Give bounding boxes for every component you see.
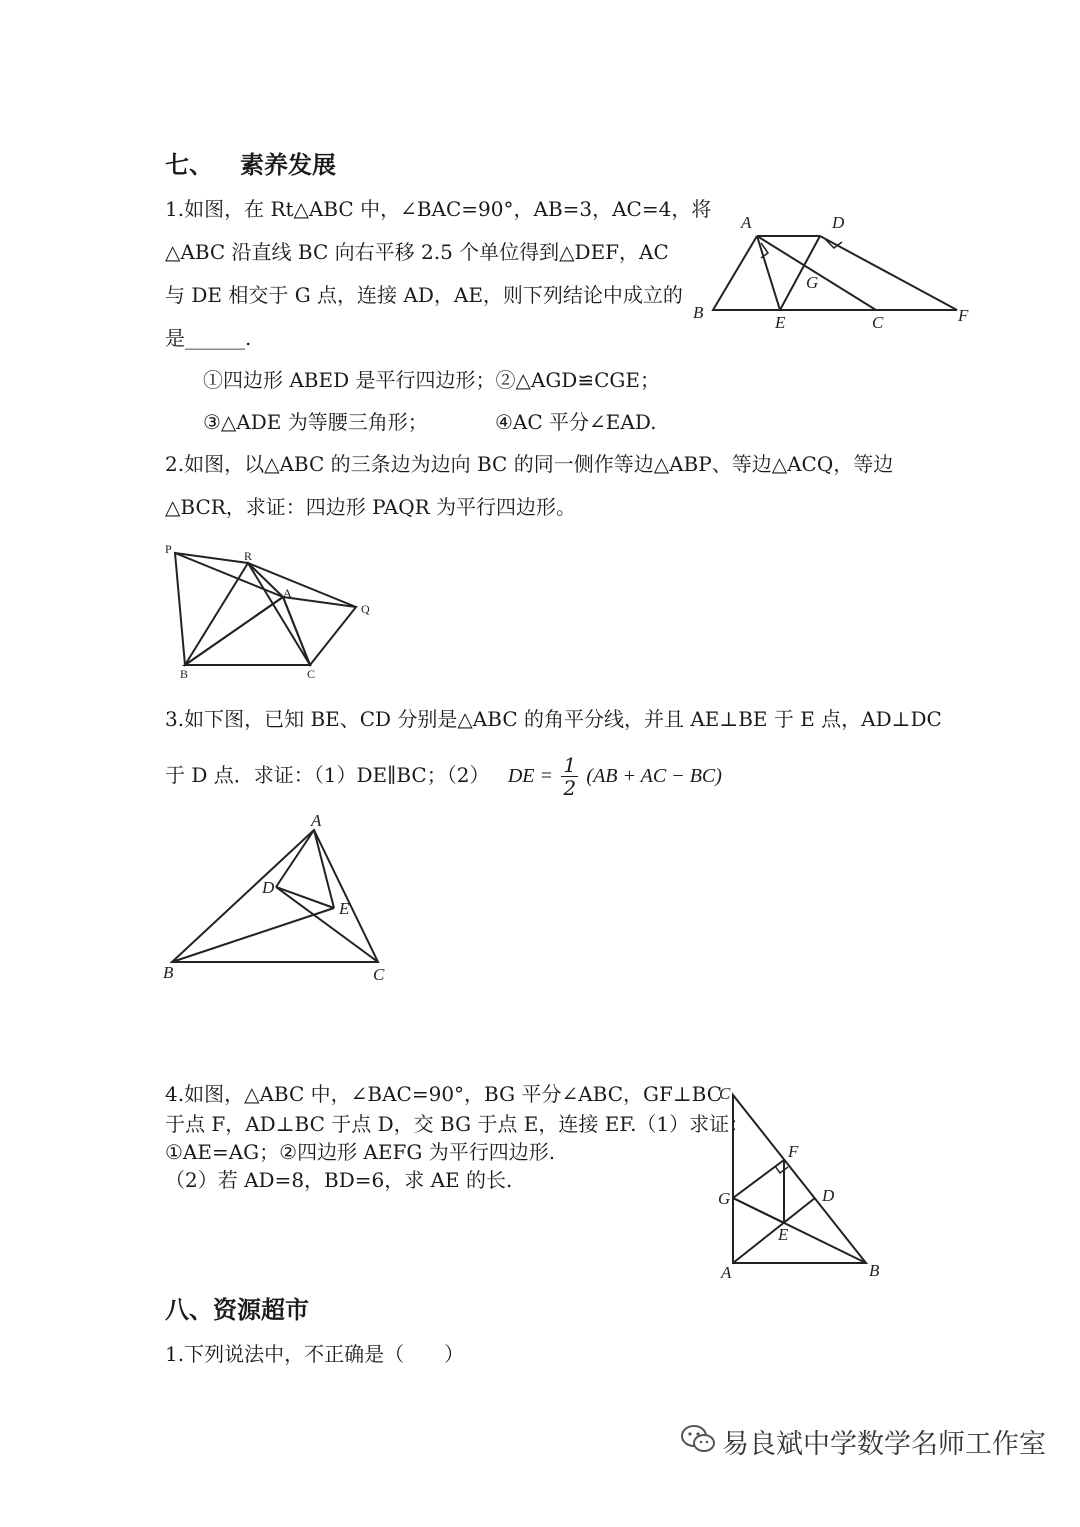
q3-fig-line-be bbox=[172, 908, 334, 962]
q4-fig-label-a: A bbox=[721, 1263, 732, 1282]
q1-fig-label-d: D bbox=[832, 213, 845, 232]
section-7-title: 素养发展 bbox=[240, 151, 336, 179]
q2-fig-triangle-acq bbox=[283, 597, 356, 665]
q3-line-2 bbox=[165, 754, 722, 799]
q1-fig-label-b: B bbox=[693, 303, 704, 322]
q1-line-2: △ABC 沿直线 BC 向右平移 2.5 个单位得到△DEF，AC bbox=[165, 240, 669, 264]
q3-fig-label-d: D bbox=[262, 878, 275, 897]
q4-fig-label-c: C bbox=[719, 1084, 731, 1103]
q4-fig-triangle-abc bbox=[733, 1095, 866, 1263]
q4-line-2: 于点 F，AD⊥BC 于点 D，交 BG 于点 E，连接 EF.（1）求证： bbox=[165, 1112, 750, 1136]
q4-fig-line-gf bbox=[733, 1160, 784, 1198]
q3-formula-lhs: DE = bbox=[507, 765, 553, 787]
q3-formula-rhs: (AB + AC − BC) bbox=[586, 765, 722, 787]
q2-fig-line-ra bbox=[248, 563, 283, 597]
q2-fig-triangle-abp bbox=[175, 553, 283, 665]
q1-line-4: 是______. bbox=[165, 326, 252, 350]
q3-formula-denominator: 2 bbox=[563, 776, 577, 800]
watermark-text: 易良斌中学数学名师工作室 bbox=[722, 1429, 1046, 1460]
q2-fig-label-c: C bbox=[307, 667, 316, 681]
q2-fig-triangle-bcr bbox=[185, 563, 310, 665]
q2-fig-label-a: A bbox=[283, 586, 292, 600]
q4-fig-line-ad bbox=[733, 1198, 815, 1263]
q4-fig-label-b: B bbox=[869, 1261, 880, 1280]
section-7-number: 七、 bbox=[165, 151, 213, 179]
q2-line-2: △BCR，求证：四边形 PAQR 为平行四边形。 bbox=[165, 495, 577, 519]
q4-fig-right-angle-f bbox=[775, 1166, 788, 1173]
q1-fig-triangle-abc bbox=[713, 236, 876, 310]
q4-line-1: 4.如图，△ABC 中，∠BAC=90°，BG 平分∠ABC，GF⊥BC bbox=[165, 1082, 723, 1106]
q2-fig-label-q: Q bbox=[361, 602, 370, 616]
q4-line-3: ①AE=AG；②四边形 AEFG 为平行四边形. bbox=[165, 1140, 556, 1164]
q4-fig-label-e: E bbox=[778, 1225, 789, 1244]
q3-fig-label-b: B bbox=[163, 963, 174, 982]
q3-formula-fraction bbox=[561, 754, 578, 799]
q2-fig-line-pr bbox=[175, 553, 248, 563]
q3-line-2-text: 于 D 点．求证：（1）DE∥BC；（2） bbox=[165, 763, 490, 787]
q3-fig-line-ae bbox=[314, 830, 334, 908]
q1-fig-label-f: F bbox=[958, 306, 969, 325]
q1-line-3: 与 DE 相交于 G 点，连接 AD，AE，则下列结论中成立的 bbox=[165, 283, 683, 307]
q4-fig-label-g: G bbox=[718, 1189, 731, 1208]
q4-fig-label-f: F bbox=[788, 1142, 799, 1161]
q3-fig-label-a: A bbox=[311, 811, 322, 830]
q3-fig-line-cd bbox=[276, 887, 378, 962]
q2-fig-line-rq bbox=[248, 563, 356, 607]
q4-line-4: （2）若 AD=8，BD=6，求 AE 的长. bbox=[165, 1168, 513, 1192]
q1-fig-label-c: C bbox=[872, 313, 884, 332]
q1-option-3: ③△ADE 为等腰三角形； bbox=[203, 410, 428, 434]
q3-line-1: 3.如下图，已知 BE、CD 分别是△ABC 的角平分线，并且 AE⊥BE 于 E 点，AD⊥DC bbox=[165, 707, 942, 731]
q2-fig-label-r: R bbox=[244, 549, 253, 563]
q2-fig-label-p: P bbox=[165, 542, 172, 556]
section-8-q1: 1.下列说法中，不正确是（ ） bbox=[165, 1342, 465, 1366]
q3-fig-triangle-abc bbox=[172, 830, 378, 962]
q3-formula-numerator: 1 bbox=[563, 753, 577, 777]
q1-fig-right-angle-d bbox=[826, 240, 842, 248]
q3-fig-line-ad bbox=[276, 830, 314, 887]
q1-option-1-2: ①四边形 ABED 是平行四边形；②△AGD≌CGE； bbox=[203, 368, 660, 392]
q3-fig-label-e: E bbox=[339, 899, 350, 918]
q4-fig-line-ge bbox=[733, 1198, 784, 1223]
q2-line-1: 2.如图，以△ABC 的三条边为边向 BC 的同一侧作等边△ABP、等边△ACQ，等边 bbox=[165, 452, 894, 476]
q2-fig-label-b: B bbox=[180, 667, 189, 681]
q1-fig-label-g: G bbox=[806, 273, 819, 292]
q2-fig-triangle-abc bbox=[185, 597, 310, 665]
q1-fig-line-ae bbox=[757, 236, 780, 310]
q4-fig-line-bg bbox=[733, 1198, 866, 1263]
q1-fig-triangle-def bbox=[780, 236, 957, 310]
wechat-icon bbox=[680, 1424, 716, 1454]
q4-fig-label-d: D bbox=[822, 1186, 835, 1205]
q3-fig-line-de bbox=[276, 887, 334, 908]
section-8-title: 八、资源超市 bbox=[165, 1296, 309, 1324]
q1-fig-label-e: E bbox=[775, 313, 786, 332]
q1-fig-label-a: A bbox=[741, 213, 752, 232]
q1-option-4: ④AC 平分∠EAD. bbox=[495, 410, 657, 434]
q3-fig-label-c: C bbox=[373, 965, 385, 984]
q1-fig-right-angle-a bbox=[761, 243, 768, 258]
q1-line-1: 1.如图，在 Rt△ABC 中，∠BAC=90°，AB=3，AC=4，将 bbox=[165, 197, 712, 221]
